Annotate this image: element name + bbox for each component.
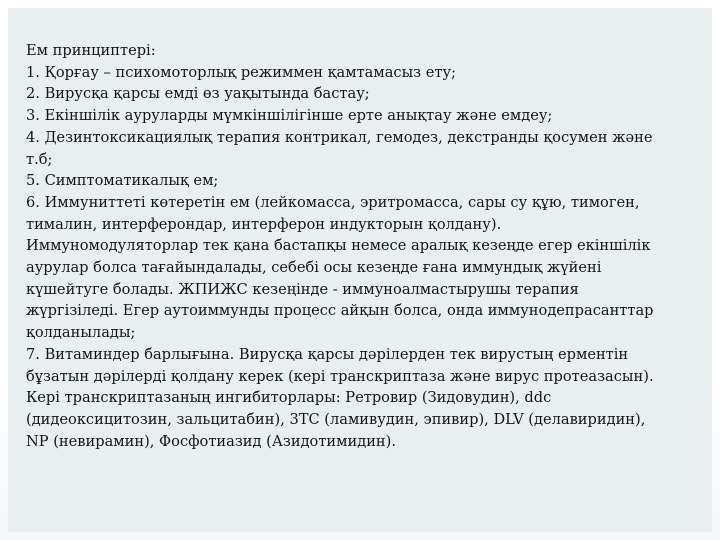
text-line-inhibitors-1: Кері транскриптазаның ингибиторлары: Ретровир (Зидовудин), ddc	[26, 389, 552, 407]
text-line-heading: Ем принциптері:	[26, 42, 156, 59]
text-line-item-7: 7. Витаминдер барлығына. Вирусқа қарсы дәрілерден тек вирустың ерментін	[26, 345, 629, 363]
text-line-immunomodulators-4: жүргізіледі. Егер аутоиммунды процесс айқын болса, онда иммунодепрасанттар	[26, 302, 654, 320]
text-line-inhibitors-3: NP (невирамин), Фосфотиазид (Азидотимидин).	[26, 432, 396, 450]
text-line-immunomodulators-2: аурулар болса тағайындалады, себебі осы кезеңде ғана иммундық жүйені	[26, 259, 602, 277]
text-line-immunomodulators-3: күшейтуге болады. ЖПИЖС кезеңінде - иммуноалмастырушы терапия	[26, 280, 579, 298]
text-line-item-4: 4. Дезинтоксикациялық терапия контрикал, гемодез, декстранды қосумен және	[26, 128, 653, 146]
text-line-item-1: 1. Қорғау – психомоторлық режиммен қамтамасыз ету;	[26, 63, 456, 81]
text-line-item-6: 6. Иммуниттеті көтеретін ем (лейкомасса, эритромасса, сары су құю, тимоген,	[26, 193, 640, 211]
text-line-item-5: 5. Симптоматикалық ем;	[26, 172, 219, 190]
text-line-item-2: 2. Вирусқа қарсы емді өз уақытында бастау;	[26, 85, 370, 103]
text-line-inhibitors-2: (дидеоксицитозин, зальцитабин), 3ТС (ламивудин, эпивир), DLV (делавиридин),	[26, 410, 646, 428]
text-line-immunomodulators-1: Иммуномодуляторлар тек қана бастапқы немесе аралық кезеңде егер екіншілік	[26, 237, 651, 255]
text-line-item-7-cont: бұзатын дәрілерді қолдану керек (кері транскриптаза және вирус протеазасын).	[26, 367, 654, 385]
text-line-item-3: 3. Екіншілік ауруларды мүмкіншілігінше ерте анықтау және емдеу;	[26, 107, 553, 125]
text-line-item-6-cont: тималин, интерферондар, интерферон индукторын қолдану).	[26, 215, 502, 233]
text-line-immunomodulators-5: қолданылады;	[26, 324, 136, 342]
content-panel	[8, 8, 712, 532]
treatment-principles-text	[26, 40, 698, 452]
text-line-item-4-cont: т.б;	[26, 150, 53, 168]
